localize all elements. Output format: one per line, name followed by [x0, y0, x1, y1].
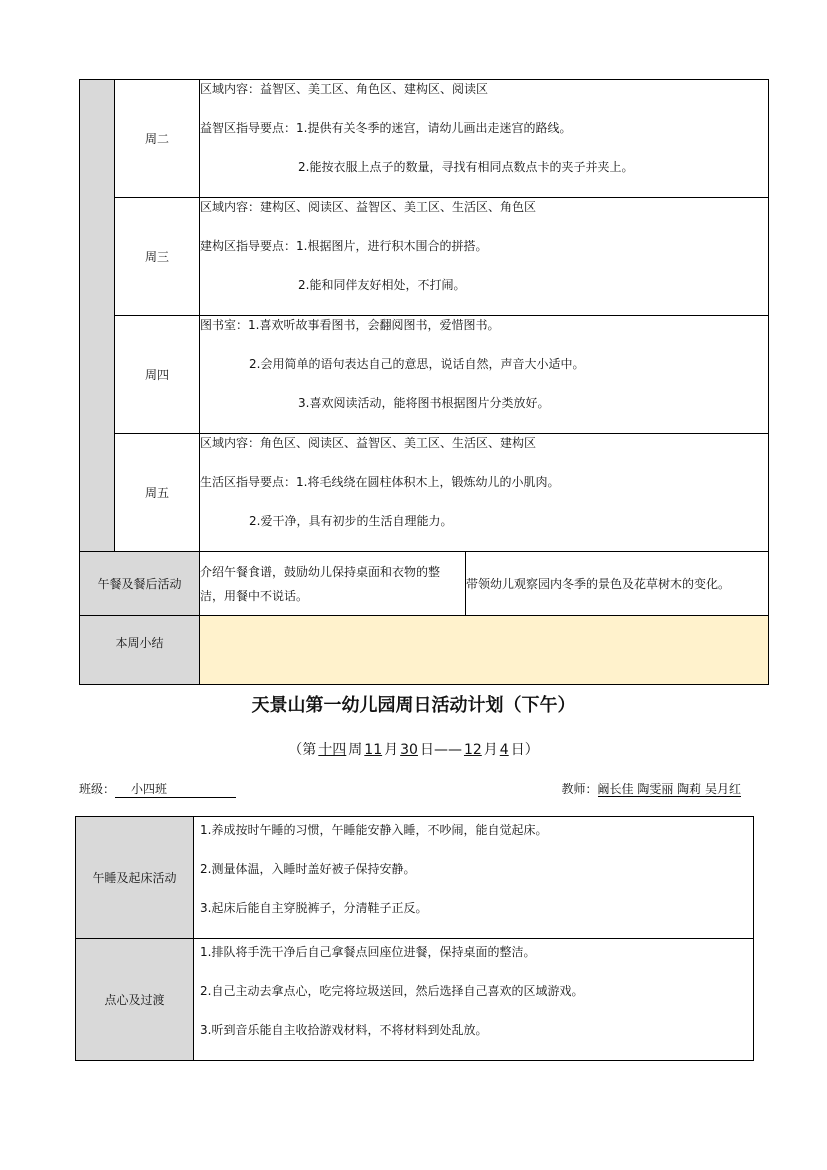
row-snack — [76, 939, 754, 1061]
day-close: 日） — [510, 742, 539, 758]
end-day: 4 — [499, 742, 509, 758]
content-line: 2.爱干净，具有初步的生活自理能力。 — [249, 514, 453, 528]
page-title: 天景山第一幼儿园周日活动计划（下午） — [251, 695, 576, 716]
teacher-info — [562, 780, 741, 797]
lunch-left-content — [200, 552, 466, 616]
class-label: 班级： — [79, 782, 116, 796]
content-line: 图书室：1.喜欢听故事看图书，会翻阅图书，爱惜图书。 — [200, 318, 500, 332]
class-info — [79, 780, 236, 798]
teacher-label: 教师： — [561, 782, 598, 796]
weekly-plan-table — [79, 79, 769, 685]
day-separator: 日—— — [419, 742, 462, 758]
content-line: 2.测量体温，入睡时盖好被子保持安静。 — [200, 862, 416, 876]
date-range — [0, 739, 827, 759]
day-cell: 周二 — [115, 80, 200, 198]
start-day: 30 — [400, 742, 418, 758]
month-label: 月 — [483, 742, 498, 758]
week-label: 周 — [348, 742, 363, 758]
nap-content — [194, 817, 754, 939]
month-label: 月 — [384, 742, 399, 758]
content-line: 3.起床后能自主穿脱裤子，分清鞋子正反。 — [200, 901, 428, 915]
afternoon-plan-table — [75, 816, 754, 1061]
content-line: 2.自己主动去拿点心，吃完将垃圾送回，然后选择自己喜欢的区域游戏。 — [200, 984, 584, 998]
summary-label: 本周小结 — [80, 616, 200, 685]
content-line: 区域内容：建构区、阅读区、益智区、美工区、生活区、角色区 — [200, 200, 537, 214]
content-line: 2.会用简单的语句表达自己的意思，说话自然，声音大小适中。 — [249, 357, 585, 371]
content-line: 生活区指导要点：1.将毛线绕在圆柱体积木上，锻炼幼儿的小肌肉。 — [200, 475, 560, 489]
row-nap — [76, 817, 754, 939]
side-bar-cell — [80, 80, 115, 552]
day-cell: 周四 — [115, 316, 200, 434]
row-tuesday — [80, 80, 769, 198]
row-wednesday — [80, 198, 769, 316]
day-content — [200, 316, 769, 434]
lunch-right-content: 带领幼儿观察园内冬季的景色及花草树木的变化。 — [466, 552, 769, 616]
content-line: 2.能和同伴友好相处，不打闹。 — [298, 278, 466, 292]
end-month: 12 — [463, 742, 482, 758]
content-line: 3.听到音乐能自主收拾游戏材料，不将材料到处乱放。 — [200, 1023, 488, 1037]
date-open: （第 — [288, 742, 317, 758]
lunch-left-line: 介绍午餐食谱，鼓励幼儿保持桌面和衣物的整 — [200, 564, 441, 579]
nap-label: 午睡及起床活动 — [76, 817, 194, 939]
day-content — [200, 80, 769, 198]
summary-content[interactable] — [200, 616, 769, 685]
day-cell: 周五 — [115, 434, 200, 552]
class-value[interactable]: 小四班 — [115, 780, 236, 798]
content-line: 区域内容：角色区、阅读区、益智区、美工区、生活区、建构区 — [200, 436, 537, 450]
content-line: 益智区指导要点：1.提供有关冬季的迷宫，请幼儿画出走迷宫的路线。 — [200, 121, 572, 135]
day-content — [200, 434, 769, 552]
snack-label: 点心及过渡 — [76, 939, 194, 1061]
content-line: 建构区指导要点：1.根据图片，进行积木围合的拼搭。 — [200, 239, 488, 253]
teacher-value[interactable]: 阚长佳 陶雯丽 陶莉 吴月红 — [597, 782, 741, 796]
row-lunch — [80, 552, 769, 616]
day-cell: 周三 — [115, 198, 200, 316]
row-friday — [80, 434, 769, 552]
content-line: 1.排队将手洗干净后自己拿餐点回座位进餐，保持桌面的整洁。 — [200, 945, 536, 959]
content-line: 区域内容：益智区、美工区、角色区、建构区、阅读区 — [200, 82, 489, 96]
snack-content — [194, 939, 754, 1061]
content-line: 2.能按衣服上点子的数量，寻找有相同点数点卡的夹子并夹上。 — [298, 160, 634, 174]
row-summary — [80, 616, 769, 685]
start-month: 11 — [364, 742, 383, 758]
row-thursday — [80, 316, 769, 434]
content-line: 3.喜欢阅读活动，能将图书根据图片分类放好。 — [298, 396, 550, 410]
day-content — [200, 198, 769, 316]
lunch-left-line: 洁，用餐中不说话。 — [200, 588, 309, 603]
content-line: 1.养成按时午睡的习惯，午睡能安静入睡，不吵闹，能自觉起床。 — [200, 823, 548, 837]
lunch-label: 午餐及餐后活动 — [80, 552, 200, 616]
week-number: 十四 — [318, 742, 347, 758]
